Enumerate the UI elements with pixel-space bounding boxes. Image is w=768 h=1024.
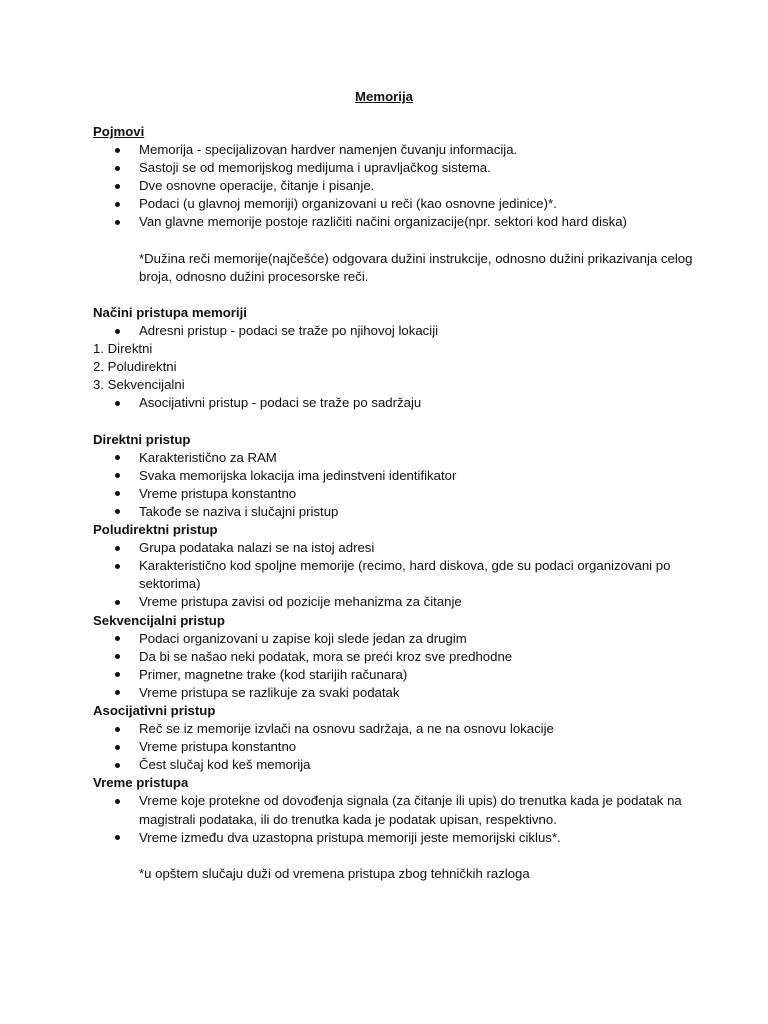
list-item: Vreme između dva uzastopna pristupa memoriji jeste memorijski ciklus*.: [93, 829, 693, 847]
bullet-icon: [115, 636, 120, 641]
list-item: Karakteristično za RAM: [93, 449, 693, 467]
document-title: Memorija: [355, 89, 413, 104]
bullet-icon: [115, 202, 120, 207]
footnote-word-length: *Dužina reči memorije(najčešće) odgovara dužini instrukcije, odnosno dužini prikazivanja celog broja, odnosno dužini procesorske reči.: [139, 250, 693, 284]
section-heading-sekvencijalni: Sekvencijalni pristup: [93, 612, 225, 628]
spacer: [93, 847, 693, 865]
list-item: Vreme pristupa zavisi od pozicije mehanizma za čitanje: [93, 593, 693, 611]
spacer: [93, 286, 693, 304]
section-heading-nacini-pristupa: Načini pristupa memoriji: [93, 304, 247, 320]
bullet-icon: [115, 455, 120, 460]
bullet-icon: [115, 491, 120, 496]
list-item: Svaka memorijska lokacija ima jedinstveni identifikator: [93, 467, 693, 485]
bullet-icon: [115, 166, 120, 171]
list-item: Vreme pristupa konstantno: [93, 485, 693, 503]
list-item: Vreme pristupa se razlikuje za svaki podatak: [93, 684, 693, 702]
section-heading-direktni: Direktni pristup: [93, 431, 191, 447]
list-item: Primer, magnetne trake (kod starijih računara): [93, 666, 693, 684]
bullet-icon: [115, 654, 120, 659]
section-heading-poludirektni: Poludirektni pristup: [93, 522, 218, 538]
bullet-icon: [115, 148, 120, 153]
bullet-icon: [115, 546, 120, 551]
list-item: Da bi se našao neki podatak, mora se preći kroz sve predhodne: [93, 648, 693, 666]
bullet-icon: [115, 220, 120, 225]
list-item: Vreme pristupa konstantno: [93, 738, 693, 756]
bullet-icon: [115, 799, 120, 804]
bullet-icon: [115, 509, 120, 514]
bullet-icon: [115, 329, 120, 334]
list-item: Memorija - specijalizovan hardver namenjen čuvanju informacija.: [93, 141, 693, 159]
bullet-icon: [115, 672, 120, 677]
section-heading-asocijativni: Asocijativni pristup: [93, 703, 216, 718]
list-item: Podaci (u glavnoj memoriji) organizovani u reči (kao osnovne jedinice)*.: [93, 195, 693, 213]
list-item: Vreme koje protekne od dovođenja signala (za čitanje ili upis) do trenutka kada je podatak na magistrali podataka, ili do trenutka kada je podatak upisan, respektivno.: [93, 792, 693, 828]
numbered-item: 2. Poludirektni: [93, 359, 177, 375]
section-heading-pojmovi: Pojmovi: [93, 124, 145, 139]
spacer: [93, 413, 693, 431]
list-item: Van glavne memorije postoje različiti načini organizacije(npr. sektori kod hard diska): [93, 213, 693, 231]
list-item: Karakteristično kod spoljne memorije (recimo, hard diskova, gde su podaci organizovani po sektorima): [93, 557, 693, 593]
document-content: [93, 123, 693, 883]
list-item: Reč se iz memorije izvlači na osnovu sadržaja, a ne na osnovu lokacije: [93, 720, 693, 738]
list-item: Sastoji se od memorijskog medijuma i upravljačkog sistema.: [93, 159, 693, 177]
bullet-icon: [115, 763, 120, 768]
bullet-icon: [115, 690, 120, 695]
bullet-icon: [115, 564, 120, 569]
bullet-icon: [115, 184, 120, 189]
list-item: Podaci organizovani u zapise koji slede jedan za drugim: [93, 630, 693, 648]
spacer: [93, 232, 693, 250]
bullet-icon: [115, 835, 120, 840]
list-item: Čest slučaj kod keš memorija: [93, 756, 693, 774]
section-heading-vreme-pristupa: Vreme pristupa: [93, 775, 189, 791]
bullet-icon: [115, 600, 120, 605]
bullet-icon: [115, 745, 120, 750]
bullet-icon: [115, 473, 120, 478]
footnote-memory-cycle: *u opštem slučaju duži od vremena pristupa zbog tehničkih razloga: [139, 865, 530, 881]
bullet-icon: [115, 401, 120, 406]
bullet-icon: [115, 727, 120, 732]
list-item: Asocijativni pristup - podaci se traže po sadržaju: [93, 394, 693, 412]
list-item: Dve osnovne operacije, čitanje i pisanje.: [93, 177, 693, 195]
numbered-item: 3. Sekvencijalni: [93, 377, 185, 393]
list-item: Grupa podataka nalazi se na istoj adresi: [93, 539, 693, 557]
list-item: Adresni pristup - podaci se traže po njihovoj lokaciji: [93, 322, 693, 340]
numbered-item: 1. Direktni: [93, 341, 153, 357]
list-item: Takođe se naziva i slučajni pristup: [93, 503, 693, 521]
